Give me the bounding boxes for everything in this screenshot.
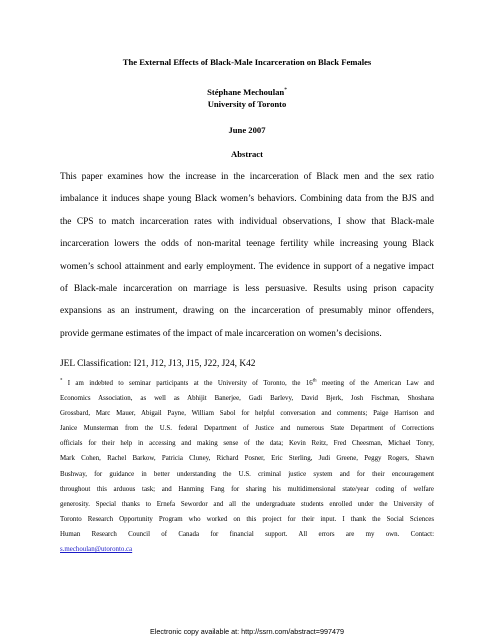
ssrn-footer: Electronic copy available at: http://ssrn.com/abstract=997479 [150,627,344,636]
footnote-line: Mark Cohen, Rachel Barkow, Patricia Cluney, Richard Posner, Eric Sterling, Judi Greene, Peggy Rogers, Shawn [60,455,434,463]
footnote-line1-rest: meeting of the American Law and [316,380,435,387]
abstract-line: provide germane estimates of the impact of male incarceration on women’s decisions. [60,328,382,339]
abstract-body [60,166,434,345]
paper-date: June 2007 [228,125,266,135]
author-footnote-marker[interactable]: * [284,87,287,94]
footnote-line: Human Research Council of Canada for financial support. All errors are my own. Contact: [60,530,434,538]
footnote-line [60,542,434,557]
paper-title: The External Effects of Black-Male Incarceration on Black Females [122,57,372,67]
author-affiliation: University of Toronto [207,99,287,109]
footnote-line: Janice Munsterman from the U.S. federal Department of Justice and numerous State Department of Corrections [60,425,434,433]
abstract-line: imbalance it induces shape young Black women’s behaviors. Combining data from the BJS and [60,194,434,205]
author-name: Stéphane Mechoulan [207,87,285,97]
abstract-line: the CPS to match incarceration rates with individual observations, I show that Black-male [60,216,434,227]
contact-email-link[interactable]: s.mechoulan@utoronto.ca [60,546,133,554]
abstract-line: This paper examines how the increase in the incarceration of Black men and the sex ratio [60,172,434,182]
author-line [0,87,494,98]
abstract-line: women’s school attainment and early employment. The evidence in support of a negative impact [60,261,434,272]
footnote-marker: * [60,378,63,384]
abstract-line: incarceration lowers the odds of non-marital teenage fertility while increasing young Black [60,239,434,250]
footnote-line [60,376,434,391]
abstract-heading: Abstract [231,149,263,159]
footnote-line1-text: I am indebted to seminar participants at the University of Toronto, the 16 [62,380,313,387]
footnote-line: throughout this arduous task; and Hanming Fang for sharing his multidimensional state/year coding of welfare [60,485,434,493]
footnote-line: officials for their help in accessing and making sense of the data; Kevin Reitz, Fred Cheesman, Michael Tonry, [60,440,434,448]
jel-classification: JEL Classification: I21, J12, J13, J15, J22, J24, K42 [60,359,256,369]
footnote-line: Grossbard, Marc Mauer, Abigail Payne, William Sabol for helpful conversation and comments; Paige Harrison and [60,410,434,418]
abstract-line: of Black-male incarceration on marriage is less persuasive. Results using prison capacity [60,284,434,295]
footnote-ordinal-suffix: th [312,378,317,384]
footnote-line: Bushway, for guidance in better understanding the U.S. criminal justice system and for their encouragement [60,470,434,478]
abstract-line: expansions as an instrument, drawing on the incarceration of presumably minor offenders, [60,306,434,317]
acknowledgement-footnote [60,376,434,557]
footnote-line: generosity. Special thanks to Ernefa Sewordor and all the undergraduate students enrolled under the University of [60,500,434,508]
footnote-line: Economics Association, as well as Abhijit Banerjee, Gadi Barlevy, David Bjerk, Josh Fischman, Shoshana [60,395,434,403]
footnote-line: Toronto Research Opportunity Program who worked on this project for their input. I thank the Social Sciences [60,515,434,523]
